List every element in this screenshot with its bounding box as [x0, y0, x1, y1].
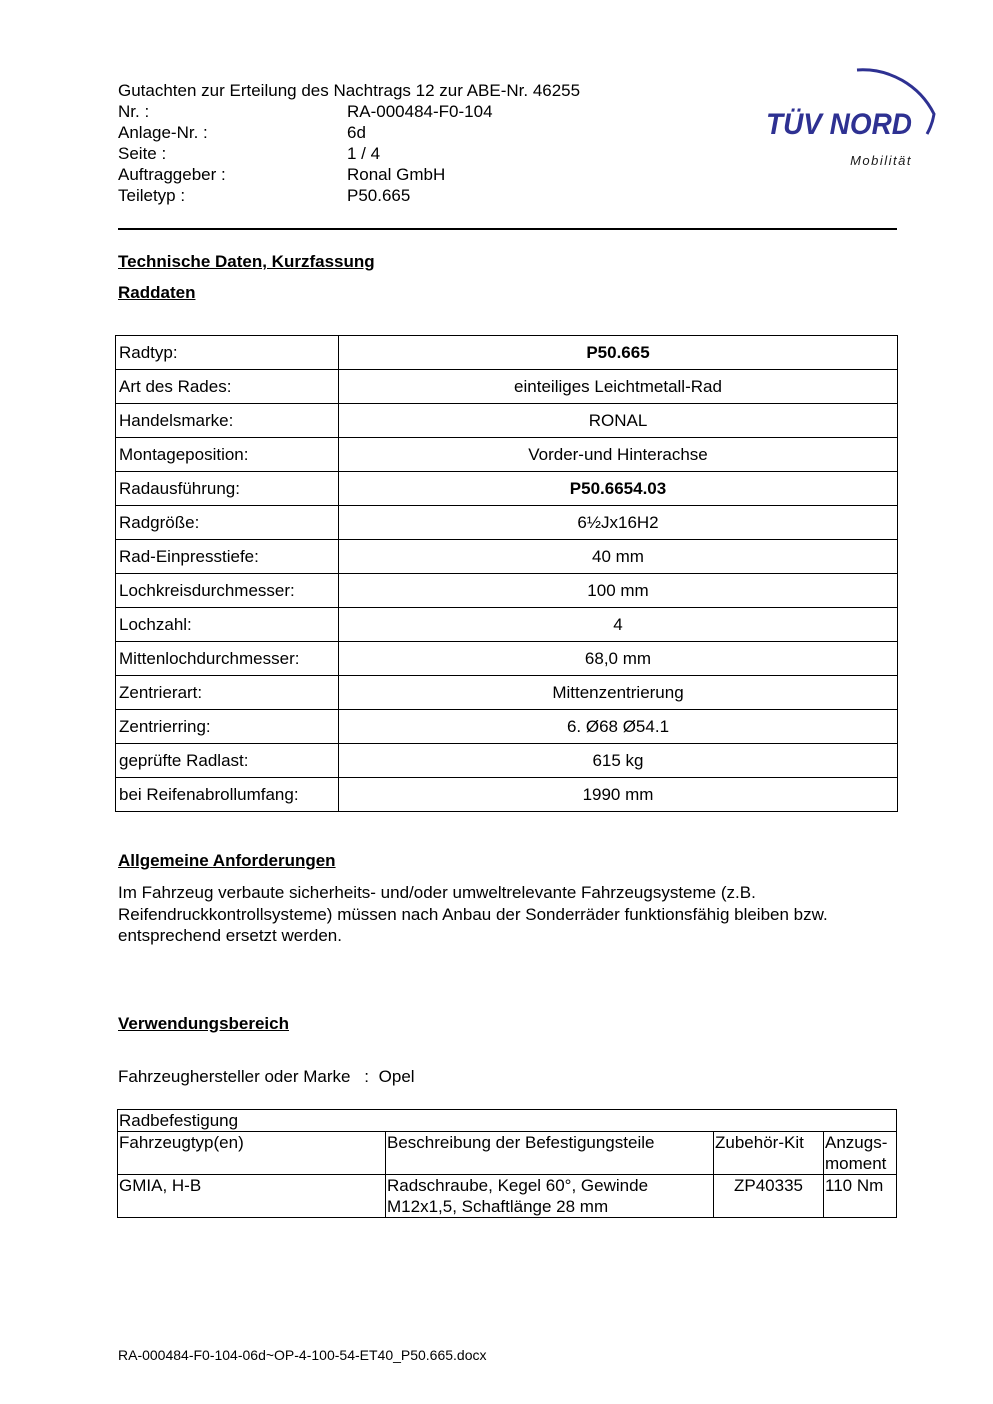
row-label: bei Reifenabrollumfang:	[116, 778, 339, 812]
section-heading-wheel: Raddaten	[118, 283, 196, 302]
header-text: Anzugs-	[825, 1133, 888, 1152]
row-label: Lochzahl:	[116, 608, 339, 642]
row-label: Radgröße:	[116, 506, 339, 540]
row-label: Art des Rades:	[116, 370, 339, 404]
table-row	[116, 676, 898, 710]
table-row	[116, 540, 898, 574]
row-value: einteiliges Leichtmetall-Rad	[339, 370, 898, 404]
table-row	[116, 506, 898, 540]
table-row	[118, 1110, 897, 1132]
table-row	[116, 404, 898, 438]
row-value: P50.665	[339, 336, 898, 370]
table-row	[116, 744, 898, 778]
vehicle-type-cell: GMIA, H-B	[118, 1175, 386, 1218]
row-label: Mittenlochdurchmesser:	[116, 642, 339, 676]
table-row	[116, 642, 898, 676]
row-value: 6. Ø68 Ø54.1	[339, 710, 898, 744]
section-heading-general: Allgemeine Anforderungen	[118, 851, 336, 870]
row-value: 40 mm	[339, 540, 898, 574]
wheel-fixing-table	[117, 1109, 897, 1218]
document-title: Gutachten zur Erteilung des Nachtrags 12 zur ABE-Nr. 46255	[118, 81, 581, 100]
header-label: Seite :	[118, 144, 167, 163]
torque-cell: 110 Nm	[824, 1175, 897, 1218]
header-divider	[118, 228, 897, 230]
table-row	[116, 608, 898, 642]
table-row	[116, 778, 898, 812]
manufacturer-value: Opel	[378, 1067, 415, 1086]
row-label: Zentrierring:	[116, 710, 339, 744]
logo-subtitle: Mobilität	[850, 153, 912, 168]
row-value: Vorder-und Hinterachse	[339, 438, 898, 472]
description-cell	[386, 1175, 714, 1218]
header-value: RA-000484-F0-104	[347, 102, 493, 121]
header-row-teiletyp	[118, 185, 410, 206]
tuev-nord-logo	[762, 56, 942, 176]
header-row-seite	[118, 143, 380, 164]
row-label: Radausführung:	[116, 472, 339, 506]
header-value: P50.665	[347, 186, 411, 205]
kit-cell: ZP40335	[714, 1175, 824, 1218]
header-label: Teiletyp :	[118, 186, 186, 205]
table-row	[116, 336, 898, 370]
section-heading-usage: Verwendungsbereich	[118, 1014, 289, 1033]
row-value: 6½Jx16H2	[339, 506, 898, 540]
manufacturer-line	[118, 1067, 415, 1087]
row-label: Zentrierart:	[116, 676, 339, 710]
header-value: 1 / 4	[347, 144, 381, 163]
header-value: Ronal GmbH	[347, 165, 446, 184]
row-label: Rad-Einpresstiefe:	[116, 540, 339, 574]
header-text: moment	[825, 1154, 887, 1173]
row-value: Mittenzentrierung	[339, 676, 898, 710]
header-row-nr	[118, 101, 493, 122]
table-row	[116, 710, 898, 744]
table-row	[116, 438, 898, 472]
table-row	[116, 472, 898, 506]
header-value: 6d	[347, 123, 366, 142]
wheel-data-table	[115, 335, 898, 812]
header-cell: Zubehör-Kit	[714, 1132, 824, 1175]
logo-arc-icon	[762, 56, 942, 176]
row-label: geprüfte Radlast:	[116, 744, 339, 778]
header-label: Anlage-Nr. :	[118, 123, 208, 142]
table-header-row	[118, 1132, 897, 1175]
row-value: 68,0 mm	[339, 642, 898, 676]
row-label: Handelsmarke:	[116, 404, 339, 438]
description-line: Radschraube, Kegel 60°, Gewinde	[387, 1176, 649, 1195]
header-row-anlage	[118, 122, 366, 143]
row-value: RONAL	[339, 404, 898, 438]
header-cell: Beschreibung der Befestigungsteile	[386, 1132, 714, 1175]
manufacturer-separator: :	[364, 1067, 369, 1086]
general-requirements-text	[118, 882, 908, 947]
text-line: Im Fahrzeug verbaute sicherheits- und/oder umweltrelevante Fahrzeugsysteme (z.B.	[118, 883, 756, 902]
table-row	[118, 1175, 897, 1218]
row-label: Montageposition:	[116, 438, 339, 472]
row-label: Lochkreisdurchmesser:	[116, 574, 339, 608]
header-row-auftraggeber	[118, 164, 445, 185]
footer-filename: RA-000484-F0-104-06d~OP-4-100-54-ET40_P50.665.docx	[118, 1347, 487, 1363]
row-value: 1990 mm	[339, 778, 898, 812]
header-label: Nr. :	[118, 102, 150, 121]
manufacturer-label: Fahrzeughersteller oder Marke	[118, 1067, 351, 1086]
description-line: M12x1,5, Schaftlänge 28 mm	[387, 1197, 609, 1216]
row-value: 4	[339, 608, 898, 642]
text-line: Reifendruckkontrollsysteme) müssen nach Anbau der Sonderräder funktionsfähig bleiben bzw.	[118, 904, 828, 924]
row-value: 100 mm	[339, 574, 898, 608]
table-row	[116, 574, 898, 608]
section-heading-technical: Technische Daten, Kurzfassung	[118, 252, 375, 271]
logo-brand: TÜV NORD	[766, 108, 912, 141]
table-row	[116, 370, 898, 404]
row-value: 615 kg	[339, 744, 898, 778]
row-label: Radtyp:	[116, 336, 339, 370]
fixing-table-title: Radbefestigung	[118, 1110, 897, 1132]
header-label: Auftraggeber :	[118, 165, 226, 184]
text-line: entsprechend ersetzt werden.	[118, 926, 342, 945]
header-cell-torque	[824, 1132, 897, 1175]
header-cell: Fahrzeugtyp(en)	[118, 1132, 386, 1175]
row-value: P50.6654.03	[339, 472, 898, 506]
